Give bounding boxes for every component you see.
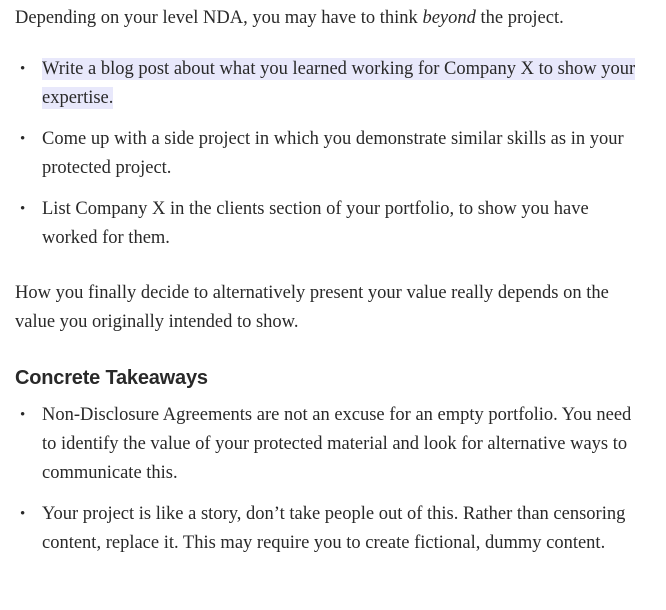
list-item: [15, 55, 645, 113]
list-item: [15, 195, 645, 253]
beyond-project-list: [15, 55, 645, 253]
list-item-text: Your project is like a story, don’t take people out of this. Rather than censoring content, replace it. This may require you to create fictional, dummy content.: [42, 504, 626, 553]
intro-text-end: the project.: [475, 8, 564, 28]
list-item: [15, 125, 645, 183]
section-heading: Concrete Takeaways: [15, 367, 208, 389]
bullet-icon: •: [20, 506, 26, 522]
bullet-icon: •: [20, 407, 26, 423]
list-item-text: Non-Disclosure Agreements are not an excuse for an empty portfolio. You need to identify the value of your protected material and look for alternative ways to communicate this.: [42, 405, 632, 483]
bullet-icon: •: [20, 131, 26, 147]
intro-text-start: Depending on your level NDA, you may have to think: [15, 8, 423, 28]
intro-paragraph: [15, 4, 645, 33]
list-item: [15, 401, 645, 488]
closing-paragraph: How you finally decide to alternatively present your value really depends on the value you originally intended to show.: [15, 283, 609, 332]
list-item: [15, 500, 645, 558]
highlighted-text[interactable]: Write a blog post about what you learned working for Company X to show your expertise.: [42, 59, 636, 108]
list-item-text: Come up with a side project in which you demonstrate similar skills as in your protected project.: [42, 129, 624, 178]
bullet-icon: •: [20, 61, 26, 77]
takeaways-list: [15, 401, 645, 558]
article-body: [15, 4, 645, 558]
bullet-icon: •: [20, 201, 26, 217]
list-item-text: List Company X in the clients section of your portfolio, to show you have worked for them.: [42, 199, 589, 248]
intro-emphasis: beyond: [422, 8, 476, 28]
